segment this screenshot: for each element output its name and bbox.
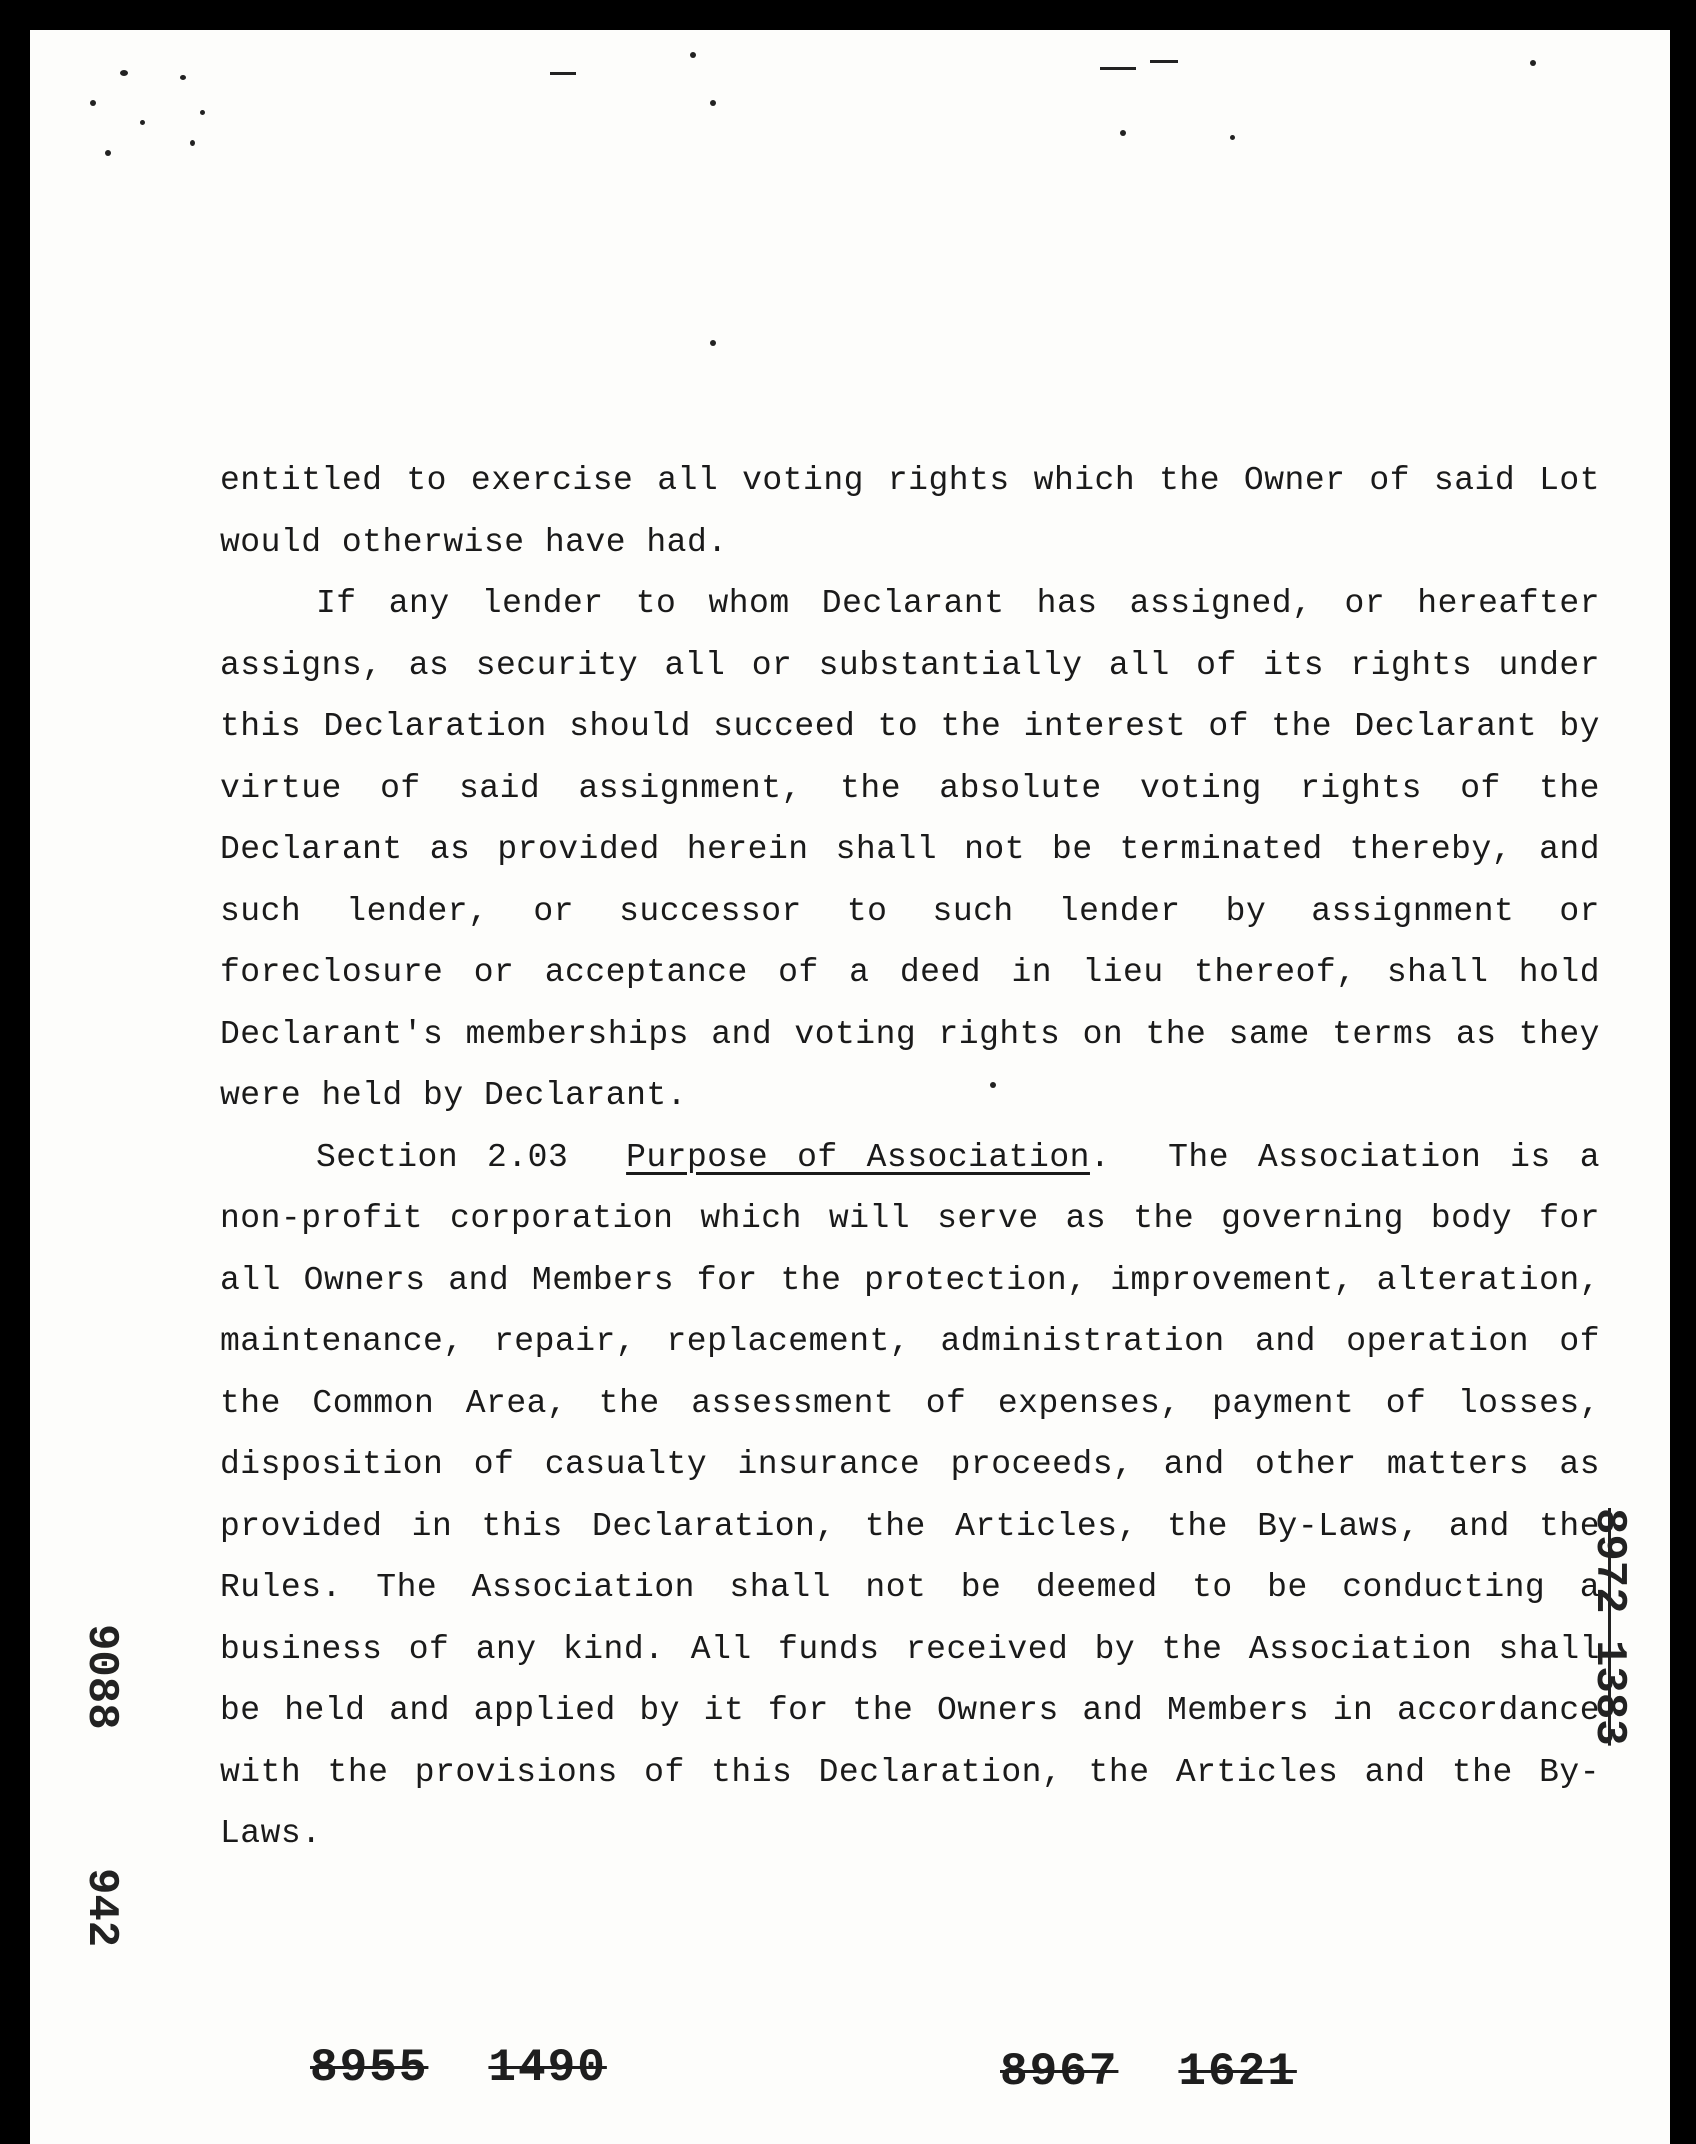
paragraph: entitled to exercise all voting rights which the Owner of said Lot would otherwise have had.: [220, 462, 1600, 561]
scan-speck: [90, 100, 96, 106]
scan-speck: [690, 52, 696, 58]
scan-speck: [105, 150, 111, 156]
scan-speck: [140, 120, 145, 125]
scan-speck: [120, 70, 128, 76]
margin-number-right: 8972 1383: [1584, 1508, 1634, 1746]
document-page: [30, 30, 1670, 2144]
section-number: Section 2.03: [316, 1138, 569, 1176]
body-text: [220, 450, 1600, 1865]
scan-speck: [190, 140, 195, 146]
section-punct: .: [1089, 1138, 1111, 1176]
scan-speck: [180, 75, 186, 80]
margin-number-left-a: 9088: [76, 1624, 126, 1730]
footer-stamp-left: [310, 2042, 667, 2094]
section-paragraph: [220, 1127, 1600, 1865]
margin-number-left-b: 942: [76, 1868, 126, 1948]
scan-speck: [710, 100, 716, 106]
stamp-number: 1621: [1178, 2046, 1297, 2098]
paragraph: The Association is a non-profit corporation which will serve as the governing body for all Owners and Members for the protection, improvement, alteration, maintenance, repair, replacement, administration and operation of the Common Area, the assessment of expenses, payment of losses, disposition of casualty insurance proceeds, and other matters as provided in this Declaration, the Articles, the By-Laws, and the Rules. The Association shall not be deemed to be conducting a business of any kind. All funds received by the Association shall be held and applied by it for the Owners and Members in accordance with the provisions of this Declaration, the Articles and the By-Laws.: [220, 1138, 1600, 1852]
stamp-number: 1490: [488, 2042, 607, 2094]
scan-speck: [550, 72, 576, 75]
scan-speck: [710, 340, 716, 346]
scan-speck: [1120, 130, 1126, 136]
scan-speck: [1230, 135, 1235, 140]
footer-stamp-right: [1000, 2046, 1357, 2098]
scan-speck: [1150, 60, 1178, 63]
scan-speck: [1530, 60, 1536, 66]
scan-speck: [1100, 67, 1136, 70]
paragraph: If any lender to whom Declarant has assigned, or hereafter assigns, as security all or substantially all of its rights under this Declaration should succeed to the interest of the Declarant by virtue of said assignment, the absolute voting rights of the Declarant as provided herein shall not be terminated thereby, and such lender, or successor to such lender by assignment or foreclosure or acceptance of a deed in lieu thereof, shall hold Declarant's memberships and voting rights on the same terms as they were held by Declarant.: [220, 585, 1600, 1114]
stamp-number: 8955: [310, 2042, 429, 2094]
scan-speck: [200, 110, 205, 115]
stamp-number: 8967: [1000, 2046, 1119, 2098]
section-title: Purpose of Association: [626, 1138, 1090, 1176]
